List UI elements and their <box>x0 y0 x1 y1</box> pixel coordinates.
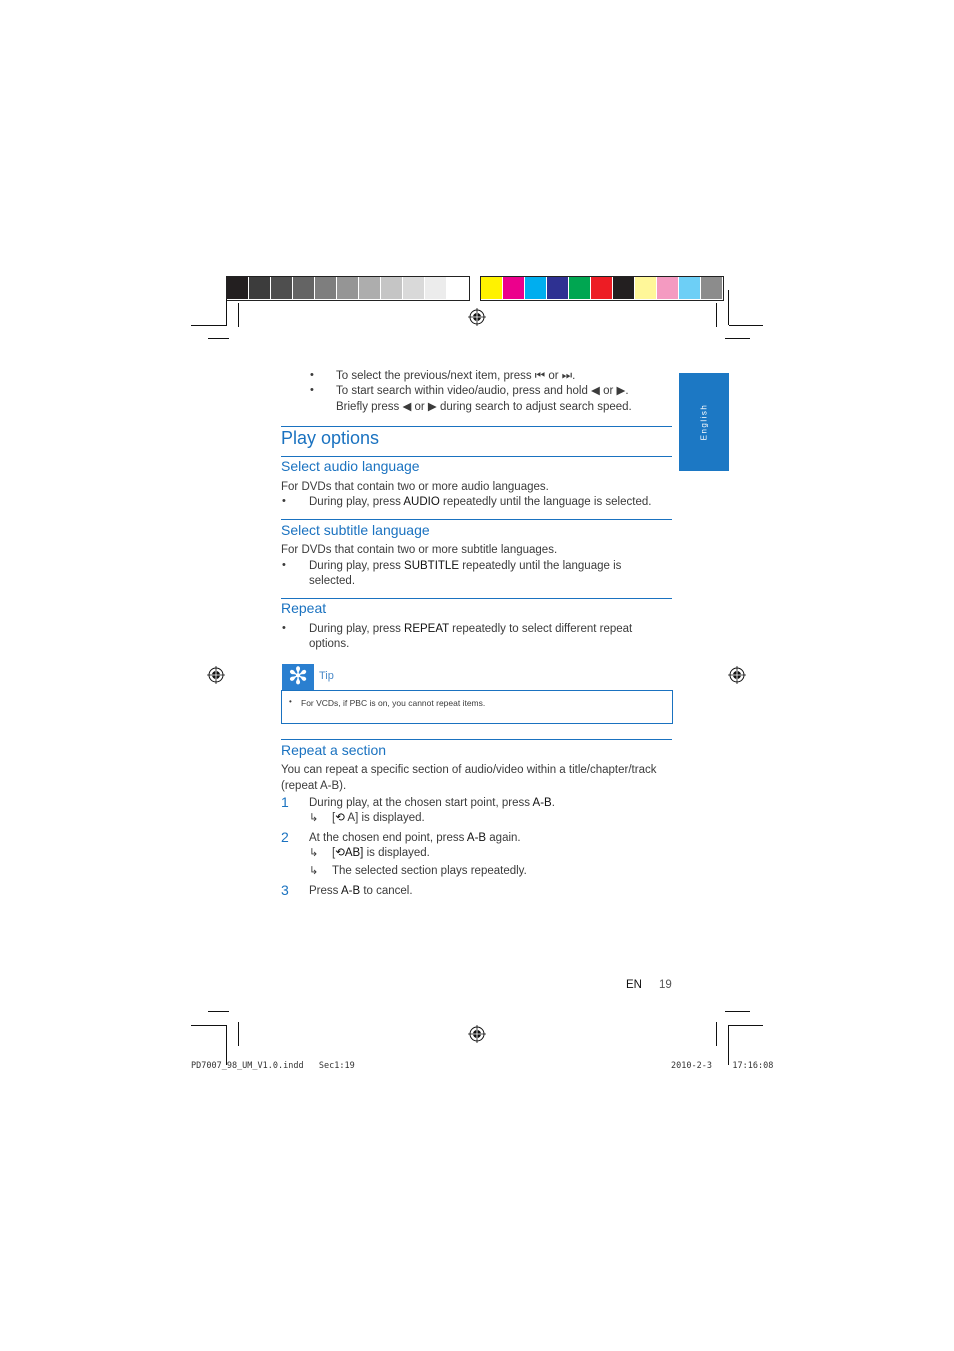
step-number: 3 <box>281 882 289 898</box>
divider <box>281 598 672 599</box>
subtitle-bullet: During play, press SUBTITLE repeatedly until the language is <box>309 560 622 572</box>
crop-mark <box>226 1025 227 1065</box>
repeat-section-intro-1: You can repeat a specific section of audio/video within a title/chapter/track <box>281 764 657 776</box>
crop-mark <box>238 303 239 327</box>
top-bullet-2: To start search within video/audio, press and hold ◀ or ▶. <box>336 385 629 397</box>
color-swatch <box>359 277 381 299</box>
divider <box>281 739 672 740</box>
color-swatch <box>293 277 315 299</box>
repeat-section-heading: Repeat a section <box>281 742 387 758</box>
color-swatch <box>447 277 469 299</box>
bullet-marker: • <box>282 559 286 571</box>
crop-mark <box>191 325 227 326</box>
result-arrow-icon: ↳ <box>309 865 319 877</box>
section-title: Play options <box>281 428 380 448</box>
divider <box>281 426 672 427</box>
color-swatch <box>227 277 249 299</box>
color-swatch <box>425 277 447 299</box>
step-2-result-2: The selected section plays repeatedly. <box>332 865 527 877</box>
subtitle-bullet-cont: selected. <box>309 575 356 587</box>
gray-calibration-bar <box>226 276 470 301</box>
audio-intro: For DVDs that contain two or more audio languages. <box>281 481 549 493</box>
color-calibration-bar <box>480 276 724 301</box>
step-3-text: Press A-B to cancel. <box>309 885 413 897</box>
bullet-marker: • <box>282 495 286 507</box>
step-1-result: [⟲ A] is displayed. <box>332 812 425 824</box>
footer-file: PD7007_98_UM_V1.0.indd Sec1:19 <box>191 1061 355 1071</box>
color-swatch <box>613 277 635 299</box>
step-2-text: At the chosen end point, press A-B again. <box>309 832 521 844</box>
divider <box>281 519 672 520</box>
color-swatch <box>591 277 613 299</box>
repeat-section-intro-2: (repeat A-B). <box>281 780 347 792</box>
crop-mark <box>208 338 229 339</box>
registration-target-icon <box>468 308 486 326</box>
repeat-heading: Repeat <box>281 600 327 616</box>
top-bullet-1: To select the previous/next item, press ⏮ or ⏭. <box>336 370 576 382</box>
subtitle-heading: Select subtitle language <box>281 522 430 538</box>
color-swatch <box>337 277 359 299</box>
color-swatch <box>547 277 569 299</box>
registration-target-icon <box>468 1025 486 1043</box>
color-swatch <box>403 277 425 299</box>
tip-asterisk-icon: ✻ <box>282 664 314 690</box>
language-side-tab <box>679 373 729 471</box>
color-swatch <box>701 277 723 299</box>
audio-bullet: During play, press AUDIO repeatedly until the language is selected. <box>309 496 652 508</box>
step-number: 2 <box>281 829 289 845</box>
footer-lang: EN <box>626 979 642 991</box>
crop-mark <box>716 303 717 327</box>
step-1-text: During play, at the chosen start point, press A-B. <box>309 797 555 809</box>
color-swatch <box>657 277 679 299</box>
step-2-result-1: [⟲AB] is displayed. <box>332 847 430 859</box>
repeat-bullet: During play, press REPEAT repeatedly to select different repeat <box>309 623 633 635</box>
crop-mark <box>226 299 227 325</box>
repeat-bullet-cont: options. <box>309 638 350 650</box>
result-arrow-icon: ↳ <box>309 847 319 859</box>
crop-mark <box>716 1022 717 1046</box>
crop-mark <box>729 325 763 326</box>
color-swatch <box>381 277 403 299</box>
bullet-marker: • <box>310 384 314 396</box>
registration-target-icon <box>207 666 225 684</box>
color-swatch <box>481 277 503 299</box>
top-bullet-2-cont: Briefly press ◀ or ▶ during search to adjust search speed. <box>336 401 632 413</box>
color-swatch <box>635 277 657 299</box>
color-swatch <box>271 277 293 299</box>
audio-heading: Select audio language <box>281 458 420 474</box>
crop-mark <box>191 1025 227 1026</box>
divider <box>281 456 672 457</box>
side-tab-label: English <box>699 403 709 441</box>
color-swatch <box>569 277 591 299</box>
color-swatch <box>503 277 525 299</box>
crop-mark <box>728 1025 729 1065</box>
crop-mark <box>208 1011 229 1012</box>
footer-date: 2010-2-3 17:16:08 <box>671 1061 774 1071</box>
color-swatch <box>679 277 701 299</box>
crop-mark <box>725 338 750 339</box>
result-arrow-icon: ↳ <box>309 812 319 824</box>
bullet-marker: • <box>310 369 314 381</box>
crop-mark <box>728 290 729 325</box>
registration-target-icon <box>728 666 746 684</box>
tip-text: For VCDs, if PBC is on, you cannot repeat items. <box>301 698 486 708</box>
step-number: 1 <box>281 794 289 810</box>
crop-mark <box>725 1011 750 1012</box>
color-swatch <box>315 277 337 299</box>
crop-mark <box>729 1025 763 1026</box>
bullet-marker: • <box>289 697 292 706</box>
page-number: 19 <box>659 979 672 991</box>
bullet-marker: • <box>282 622 286 634</box>
color-swatch <box>249 277 271 299</box>
tip-label: Tip <box>319 670 334 682</box>
crop-mark <box>238 1022 239 1046</box>
color-swatch <box>525 277 547 299</box>
subtitle-intro: For DVDs that contain two or more subtitle languages. <box>281 544 558 556</box>
